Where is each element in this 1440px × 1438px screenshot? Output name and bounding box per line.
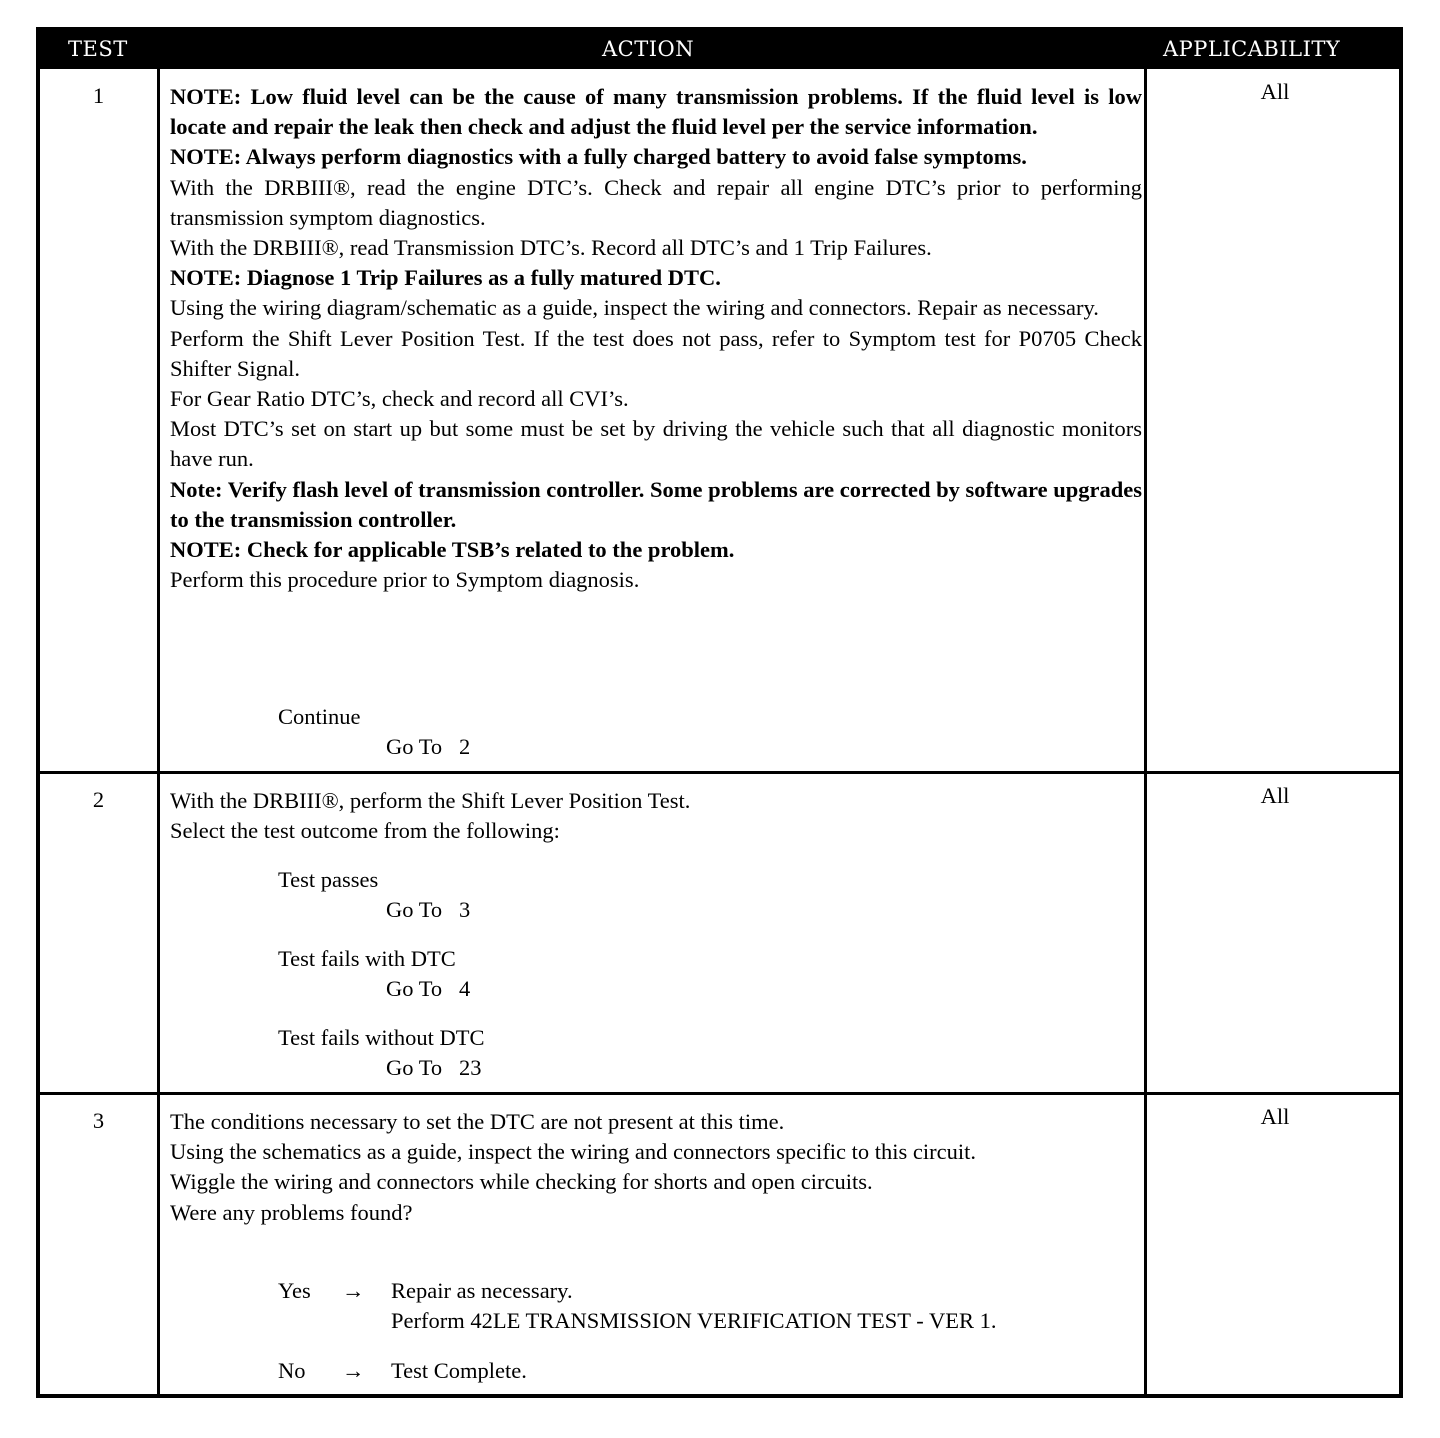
step-select-outcome: Select the test outcome from the following:: [170, 818, 560, 844]
applicability-2: All: [1260, 783, 1290, 808]
step-dtc-startup: Most DTC’s set on start up but some must be set by driving the vehicle such that all diagnostic monitors have run.: [170, 416, 1142, 472]
goto-target: 3: [459, 897, 471, 922]
step-inspect-wiring: Using the wiring diagram/schematic as a guide, inspect the wiring and connectors. Repair as necessary.: [170, 295, 1099, 321]
diagnostic-table: [36, 27, 1403, 1398]
answer-no-text: Test Complete.: [391, 1358, 527, 1383]
step-prior-symptom: Perform this procedure prior to Symptom diagnosis.: [170, 567, 640, 593]
step-question: Were any problems found?: [170, 1199, 413, 1225]
goto-label: Go To 4: [386, 976, 471, 1001]
step-inspect-schematics: Using the schematics as a guide, inspect the wiring and connectors specific to this circuit.: [170, 1139, 977, 1165]
goto-label: Go To 23: [386, 1055, 482, 1080]
answer-yes-text: Repair as necessary.: [391, 1278, 573, 1303]
option-test-passes: Test passes: [278, 867, 379, 892]
answer-yes-verification: Perform 42LE TRANSMISSION VERIFICATION TEST - VER 1.: [391, 1308, 997, 1333]
option-continue: Continue: [278, 704, 361, 729]
step-shift-lever-test: With the DRBIII®, perform the Shift Lever Position Test.: [170, 788, 691, 813]
test-number-1: 1: [92, 83, 105, 108]
note-low-fluid: NOTE: Low fluid level can be the cause of many transmission problems. If the fluid level is low locate and repair the leak then check and adjust the fluid level per the service information.: [170, 84, 1142, 140]
test-number-2: 2: [92, 787, 105, 812]
note-flash-level: Note: Verify flash level of transmission controller. Some problems are corrected by software upgrades to the transmission controller.: [170, 476, 1142, 532]
option-test-fails-with-dtc: Test fails with DTC: [278, 946, 456, 971]
row-divider-2: [40, 1092, 1399, 1095]
column-divider-test: [157, 31, 160, 1394]
action-text-2: [170, 786, 1142, 846]
applicability-3: All: [1260, 1104, 1290, 1129]
test-number-3: 3: [92, 1108, 105, 1133]
step-gear-ratio: For Gear Ratio DTC’s, check and record all CVI’s.: [170, 386, 629, 412]
step-engine-dtc: With the DRBIII®, read the engine DTC’s. Check and repair all engine DTC’s prior to performing transmission symptom diagnostics.: [170, 174, 1142, 230]
goto-label: Go To 3: [386, 897, 471, 922]
step-conditions: The conditions necessary to set the DTC are not present at this time.: [170, 1109, 785, 1134]
answer-no: No: [278, 1358, 306, 1383]
goto-target: 2: [459, 734, 471, 759]
step-shift-lever-test: Perform the Shift Lever Position Test. If the test does not pass, refer to Symptom test for P0705 Check Shifter Signal.: [170, 325, 1142, 381]
answer-yes: Yes: [278, 1278, 311, 1303]
applicability-1: All: [1260, 79, 1290, 104]
header-applicability: APPLICABILITY: [1163, 37, 1341, 61]
header-action: ACTION: [602, 37, 695, 61]
step-wiggle-wiring: Wiggle the wiring and connectors while checking for shorts and open circuits.: [170, 1169, 873, 1195]
option-test-fails-without-dtc: Test fails without DTC: [278, 1025, 485, 1050]
goto-label: Go To 2: [386, 734, 471, 759]
step-transmission-dtc: With the DRBIII®, read Transmission DTC’s. Record all DTC’s and 1 Trip Failures.: [170, 235, 932, 261]
column-divider-action: [1144, 31, 1147, 1394]
goto-target: 23: [459, 1055, 482, 1080]
arrow-right-icon: →: [342, 1358, 365, 1383]
note-battery: NOTE: Always perform diagnostics with a fully charged battery to avoid false symptoms.: [170, 144, 1027, 170]
table-header: [40, 31, 1399, 69]
row-divider-1: [40, 771, 1399, 774]
note-tsb: NOTE: Check for applicable TSB’s related to the problem.: [170, 537, 735, 563]
note-trip-failures: NOTE: Diagnose 1 Trip Failures as a fully matured DTC.: [170, 265, 721, 291]
action-text-1: [170, 82, 1142, 595]
goto-target: 4: [459, 976, 471, 1001]
arrow-right-icon: →: [342, 1278, 365, 1303]
header-test: TEST: [68, 37, 128, 61]
action-text-3: [170, 1107, 1142, 1228]
